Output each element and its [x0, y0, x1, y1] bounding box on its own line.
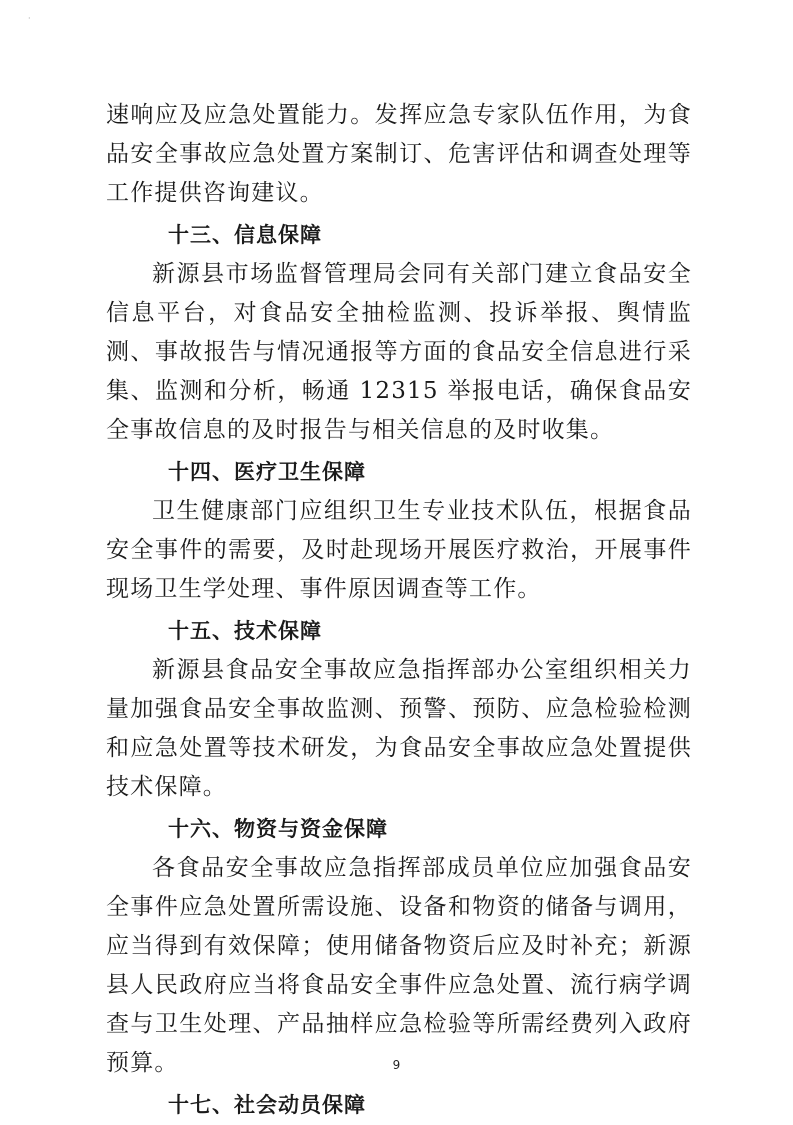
paragraph-continuation: 速响应及应急处置能力。发挥应急专家队伍作用，为食品安全事故应急处置方案制订、危害评估和调查处理等工作提供咨询建议。 [106, 102, 692, 206]
heading-medical-guarantee: 十四、医疗卫生保障 [168, 460, 366, 484]
paragraph-technical-guarantee: 新源县食品安全事故应急指挥部办公室组织相关力量加强食品安全事故监测、预警、预防、应急检验检测和应急处置等技术研发，为食品安全事故应急处置提供技术保障。 [106, 657, 692, 800]
scan-artifact: · [28, 14, 31, 23]
heading-materials-funds-guarantee: 十六、物资与资金保障 [168, 817, 388, 841]
heading-social-mobilization-guarantee: 十七、社会动员保障 [168, 1093, 366, 1117]
document-body [106, 96, 692, 1125]
paragraph-information-guarantee: 新源县市场监督管理局会同有关部门建立食品安全信息平台，对食品安全抽检监测、投诉举报、舆情监测、事故报告与情况通报等方面的食品安全信息进行采集、监测和分析，畅通 12315 举报电话，确保食品安全事故信息的及时报告与相关信息的及时收集。 [106, 261, 692, 443]
heading-information-guarantee: 十三、信息保障 [168, 223, 322, 247]
paragraph-materials-funds-guarantee: 各食品安全事故应急指挥部成员单位应加强食品安全事件应急处置所需设施、设备和物资的储备与调用，应当得到有效保障；使用储备物资后应及时补充；新源县人民政府应当将食品安全事件应急处置、流行病学调查与卫生处理、产品抽样应急检验等所需经费列入政府预算。 [106, 855, 692, 1076]
paragraph-medical-guarantee: 卫生健康部门应组织卫生专业技术队伍，根据食品安全事件的需要，及时赴现场开展医疗救治，开展事件现场卫生学处理、事件原因调查等工作。 [106, 498, 692, 602]
heading-technical-guarantee: 十五、技术保障 [168, 619, 322, 643]
page-number: 9 [392, 1058, 401, 1072]
